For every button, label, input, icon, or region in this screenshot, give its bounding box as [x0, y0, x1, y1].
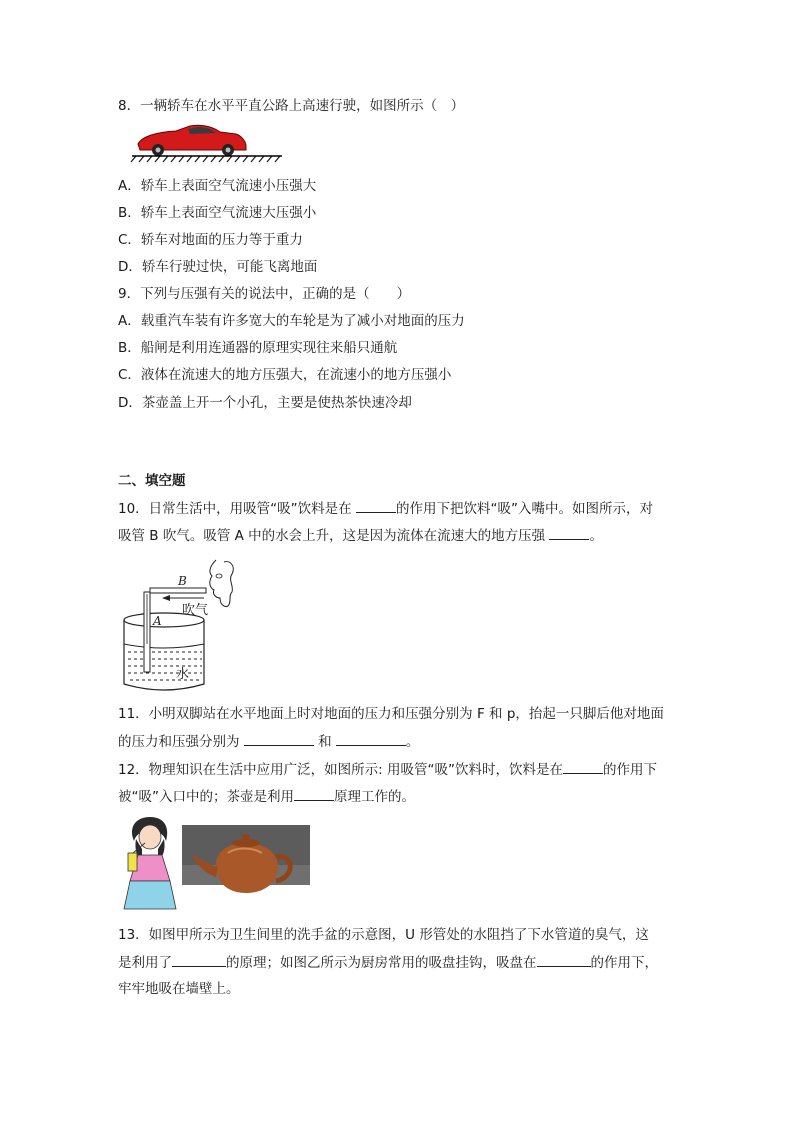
q11-text-line2a: 的压力和压强分别为: [118, 734, 244, 750]
drink-cup: [128, 853, 137, 871]
q10-line2: [118, 525, 603, 546]
q8-stem: 8．一辆轿车在水平平直公路上高速行驶，如图所示（ ）: [118, 98, 465, 114]
q8-option-a: A．轿车上表面空气流速小压强大: [118, 178, 317, 194]
q12-blank-1[interactable]: [563, 759, 603, 774]
teapot-knob: [242, 834, 250, 840]
q12-line1: [118, 759, 657, 780]
section-heading: 二、填空题: [118, 473, 186, 489]
q11-text-line2b: 和: [313, 734, 336, 750]
q8-car-figure: [128, 122, 288, 164]
q9-stem: 9．下列与压强有关的说法中，正确的是（ ）: [118, 286, 411, 302]
teapot-photo: [182, 825, 310, 905]
car-on-road-illustration: [128, 122, 288, 164]
q12-blank-2[interactable]: [294, 786, 334, 801]
girl-skirt: [124, 881, 176, 909]
q12-text-line2a: 被“吸”入口中的；茶壶是利用: [118, 789, 294, 805]
label-blow: 吹气: [182, 603, 209, 618]
q8-option-c: C．轿车对地面的压力等于重力: [118, 232, 303, 248]
q13-line3: 牢牢地吸在墙壁上。: [118, 981, 240, 997]
q10-text-part1: 10．日常生活中，用吸管“吸”饮料是在: [118, 501, 356, 517]
q12-girl-figure: [120, 815, 180, 911]
q13-blank-2[interactable]: [537, 952, 591, 967]
q12-text-line1a: 12．物理知识在生活中应用广泛，如图所示: 用吸管“吸”饮料时，饮料是在: [118, 762, 564, 778]
q12-teapot-figure: [182, 825, 310, 905]
q9-option-c: C．液体在流速大的地方压强大，在流速小的地方压强小: [118, 367, 452, 383]
q9-option-b: B．船闸是利用连通器的原理实现往来船只通航: [118, 340, 398, 356]
q10-straw-figure: [116, 556, 246, 696]
q8-option-d: D．轿车行驶过快，可能飞离地面: [118, 259, 318, 275]
q11-blank-1[interactable]: [244, 731, 314, 746]
q10-blank-2[interactable]: [549, 525, 589, 540]
q13-line2: [118, 952, 658, 973]
q13-text-line2a: 是利用了: [118, 955, 172, 971]
q13-text-line2b: 的原理；如图乙所示为厨房常用的吸盘挂钩，吸盘在: [226, 955, 537, 971]
teapot-lid: [232, 839, 260, 847]
q8-option-b: B．轿车上表面空气流速大压强小: [118, 205, 317, 221]
q10-blank-1[interactable]: [356, 498, 396, 513]
q13-line1: 13．如图甲所示为卫生间里的洗手盆的示意图，U 形管处的水阻挡了下水管道的臭气，这: [118, 927, 649, 943]
q10-line1: [118, 498, 653, 519]
water-dashes: [128, 652, 202, 680]
q11-blank-2[interactable]: [336, 731, 406, 746]
straw-blow-diagram: [116, 556, 246, 696]
label-water: 水: [176, 667, 190, 682]
q13-text-line2c: 的作用下，: [590, 955, 658, 971]
q12-line2: [118, 786, 415, 807]
q10-text-line2a: 吸管 B 吹气。吸管 A 中的水会上升，这是因为流体在流速大的地方压强: [118, 528, 550, 544]
q9-option-d: D．茶壶盖上开一个小孔，主要是使热茶快速冷却: [118, 395, 412, 411]
blow-arrow-head: [162, 595, 170, 601]
q13-blank-1[interactable]: [172, 952, 226, 967]
q11-line2: [118, 731, 419, 752]
q12-text-line1b: 的作用下: [603, 762, 658, 778]
teapot-body: [216, 843, 278, 893]
q10-text-line2b: 。: [589, 528, 603, 544]
q10-text-part2: 的作用下把饮料“吸”入嘴中。如图所示，对: [395, 501, 653, 517]
q12-text-line2b: 原理工作的。: [334, 789, 415, 805]
q9-option-a: A．载重汽车装有许多宽大的车轮是为了减小对地面的压力: [118, 313, 465, 329]
label-b: B: [178, 574, 187, 588]
straw-b: [150, 588, 206, 593]
girl-drinking-illustration: [120, 815, 180, 911]
face-outline: [210, 560, 233, 607]
q11-text-line2c: 。: [405, 734, 420, 750]
label-a: A: [153, 614, 162, 628]
q11-line1: 11．小明双脚站在水平地面上时对地面的压力和压强分别为 F 和 p，抬起一只脚后他对地面: [118, 706, 664, 722]
